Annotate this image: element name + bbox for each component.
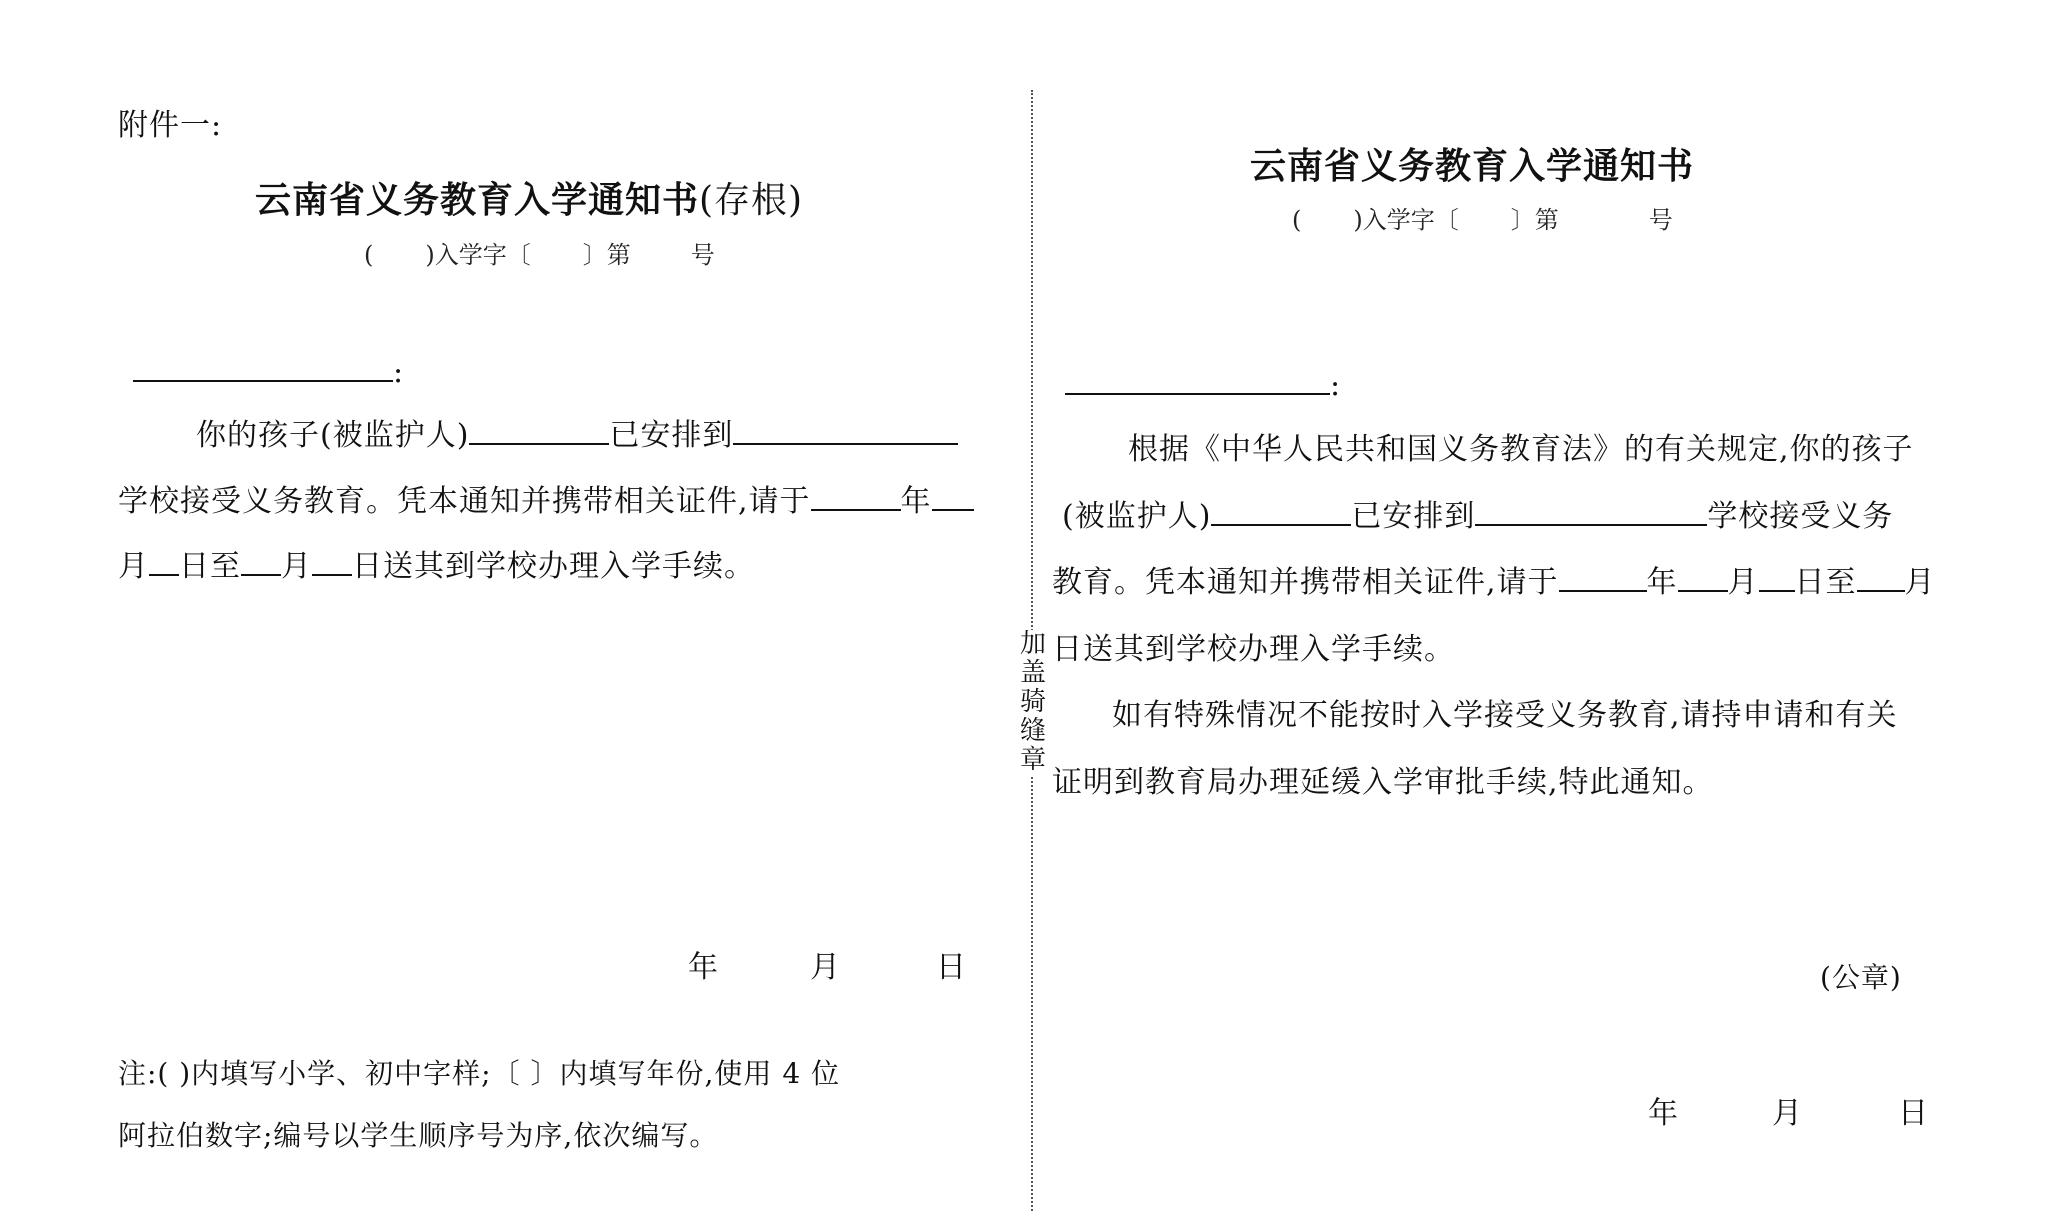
- notice-title: 云南省义务教育入学通知书: [1250, 145, 1695, 187]
- notice-para1-line2: [1062, 491, 1893, 535]
- stub-line-3: [118, 541, 755, 585]
- cross-page-seal-label: 加盖骑缝章: [1016, 630, 1050, 775]
- notice-month-blank[interactable]: [1678, 560, 1728, 592]
- notice-date-day: 日: [1898, 1096, 1929, 1131]
- stub-month-label: 月: [118, 549, 149, 584]
- notice-recipient-colon: :: [1330, 368, 1342, 403]
- stub-school-blank[interactable]: [733, 413, 958, 445]
- notice-number-mid2: 〕第: [1510, 206, 1559, 234]
- attachment-label: 附件一:: [118, 108, 223, 143]
- stub-year-label: 年: [900, 484, 932, 519]
- notice-official-seal: (公章): [1820, 961, 1902, 994]
- notice-day-to-label: 日至: [1794, 565, 1857, 600]
- stub-recipient-blank[interactable]: [133, 350, 393, 382]
- stub-end-month-blank[interactable]: [241, 544, 281, 576]
- notice-school-blank[interactable]: [1475, 494, 1707, 526]
- notice-recipient-line: [1065, 363, 1341, 403]
- notice-year-label: 年: [1646, 565, 1678, 600]
- stub-recipient-colon: :: [393, 355, 405, 390]
- stub-line-1: [196, 410, 958, 454]
- notice-date-year: 年: [1648, 1096, 1679, 1131]
- notice-child-name-blank[interactable]: [1211, 494, 1351, 526]
- stub-day-to-label: 日至: [179, 549, 241, 584]
- stub-title-suffix: (存根): [699, 180, 804, 221]
- stub-number-line: [364, 235, 715, 270]
- notice-para2-line1: 如有特殊情况不能按时入学接受义务教育,请持申请和有关: [1112, 698, 1898, 733]
- notice-para1-line1: 根据《中华人民共和国义务教育法》的有关规定,你的孩子: [1128, 432, 1914, 467]
- notice-year-blank[interactable]: [1559, 560, 1647, 592]
- notice-number-end: 号: [1648, 206, 1673, 234]
- stub-line2-text: 学校接受义务教育。凭本通知并携带相关证件,请于: [118, 484, 811, 519]
- notice-month-label: 月: [1727, 565, 1759, 600]
- stub-year-blank[interactable]: [811, 479, 901, 511]
- stub-number-mid1: )入学字〔: [425, 241, 531, 269]
- stub-month-blank[interactable]: [932, 479, 974, 511]
- stub-date-year: 年: [688, 950, 719, 985]
- notice-arranged-text: 已安排到: [1351, 499, 1476, 534]
- stub-month2-label: 月: [281, 549, 312, 584]
- stub-title-main: 云南省义务教育入学通知书: [255, 179, 700, 221]
- stub-line1-text-a: 你的孩子(被监护人): [196, 418, 470, 453]
- stub-line-2: [118, 476, 974, 520]
- stub-note-line1: 注:( )内填写小学、初中字样;〔 〕内填写年份,使用 4 位: [118, 1057, 841, 1090]
- stub-title: [255, 172, 803, 223]
- notice-recipient-blank[interactable]: [1065, 363, 1330, 395]
- stub-line1-text-b: 已安排到: [609, 418, 734, 453]
- notice-number-prefix: (: [1292, 206, 1302, 234]
- stub-number-prefix: (: [364, 241, 374, 269]
- stub-date-month: 月: [810, 950, 841, 985]
- stub-child-name-blank[interactable]: [469, 413, 609, 445]
- stub-date-day: 日: [936, 950, 967, 985]
- stub-line3-end-text: 日送其到学校办理入学手续。: [352, 549, 755, 584]
- notice-date-month: 月: [1772, 1096, 1803, 1131]
- notice-number-line: [1292, 200, 1673, 235]
- notice-month2-label: 月: [1904, 565, 1936, 600]
- stub-number-mid2: 〕第: [582, 241, 631, 269]
- notice-para1-line4: 日送其到学校办理入学手续。: [1052, 632, 1455, 667]
- notice-end-month-blank[interactable]: [1857, 560, 1905, 592]
- notice-guardian-text: (被监护人): [1062, 499, 1212, 534]
- stub-recipient-line: [133, 350, 404, 390]
- stub-note-line2: 阿拉伯数字;编号以学生顺序号为序,依次编写。: [118, 1119, 719, 1152]
- notice-para2-line2: 证明到教育局办理延缓入学审批手续,特此通知。: [1052, 765, 1714, 800]
- stub-day-blank[interactable]: [149, 544, 179, 576]
- stub-end-day-blank[interactable]: [312, 544, 352, 576]
- notice-line3-text: 教育。凭本通知并携带相关证件,请于: [1052, 565, 1559, 600]
- notice-school-suffix-text: 学校接受义务: [1707, 499, 1894, 534]
- notice-number-mid1: )入学字〔: [1353, 206, 1459, 234]
- notice-para1-line3: [1052, 557, 1936, 601]
- notice-day-blank[interactable]: [1759, 560, 1795, 592]
- stub-number-end: 号: [690, 241, 715, 269]
